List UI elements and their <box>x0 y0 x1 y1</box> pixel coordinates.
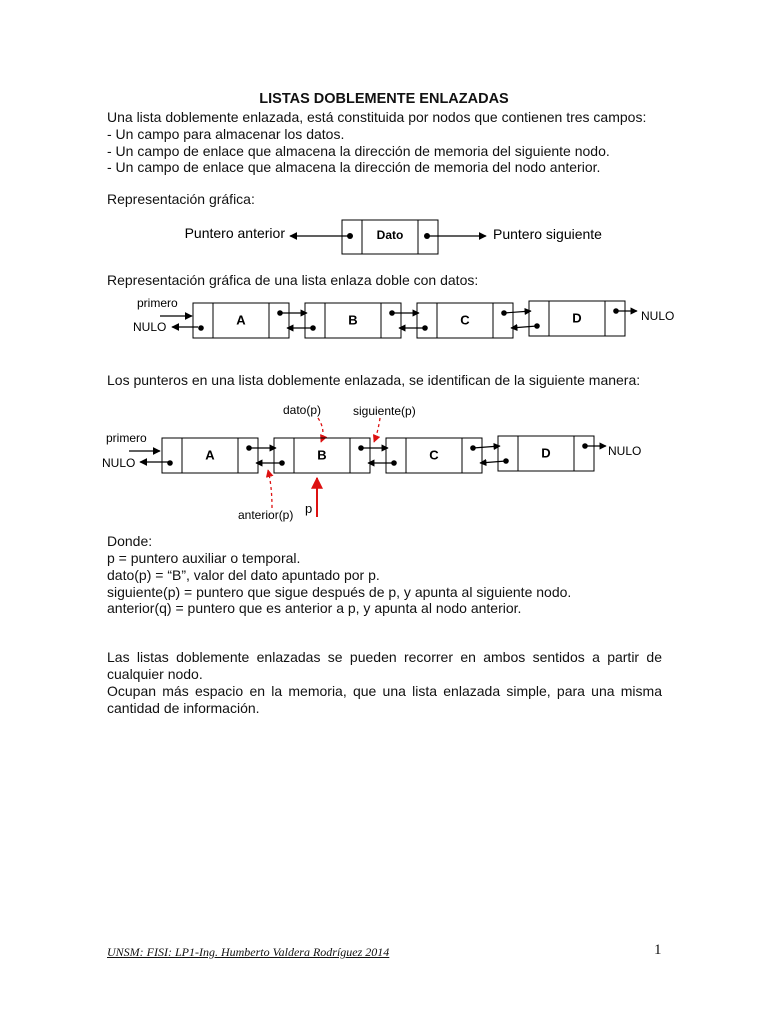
list-node <box>498 436 594 471</box>
list-node <box>529 301 625 336</box>
definition-line: dato(p) = “B”, valor del dato apuntado por p. <box>107 567 380 583</box>
paragraph: Las listas doblemente enlazadas se pueden recorrer en ambos sentidos a partir de cualquier nodo. <box>107 649 662 682</box>
list-nodes <box>193 301 637 338</box>
null-right-label: NULO <box>641 309 675 323</box>
list-node <box>274 438 370 473</box>
page-title: LISTAS DOBLEMENTE ENLAZADAS <box>259 91 509 107</box>
intro-line: Una lista doblemente enlazada, está constituida por nodos que contienen tres campos: <box>107 109 647 125</box>
node-value: D <box>572 310 582 326</box>
definition-line: anterior(q) = puntero que es anterior a p, y apunta al nodo anterior. <box>107 600 522 616</box>
node-value: C <box>429 447 439 463</box>
definition-line: siguiente(p) = puntero que sigue después de p, y apunta al siguiente nodo. <box>107 584 572 600</box>
node-value: B <box>348 312 358 328</box>
footer-text: UNSM: FISI: LP1-Ing. Humberto Valdera Rodríguez 2014 <box>107 945 390 959</box>
next-link-arrow <box>473 446 500 448</box>
first-label: primero <box>106 431 147 445</box>
paragraph: Ocupan más espacio en la memoria, que una lista enlazada simple, para una misma cantidad de información. <box>107 683 662 716</box>
list-heading: Representación gráfica de una lista enlaza doble con datos: <box>107 272 479 288</box>
null-left-label: NULO <box>102 456 136 470</box>
next-link-arrow <box>504 311 531 313</box>
previous-pointer-label: Puntero anterior <box>184 225 285 241</box>
dato-p-label: dato(p) <box>283 403 322 417</box>
list-node <box>417 303 513 338</box>
next-pointer-label: Puntero siguiente <box>493 226 602 242</box>
intro-line: - Un campo de enlace que almacena la dirección de memoria del siguiente nodo. <box>107 143 610 159</box>
intro-line: - Un campo de enlace que almacena la dirección de memoria del nodo anterior. <box>107 159 601 175</box>
p-label: p <box>305 501 313 516</box>
siguiente-p-label: siguiente(p) <box>353 404 416 418</box>
anterior-p-label: anterior(p) <box>238 508 294 522</box>
definition-line: p = puntero auxiliar o temporal. <box>107 550 301 566</box>
node-diagram <box>185 220 603 254</box>
donde-heading: Donde: <box>107 533 153 549</box>
node-value: B <box>317 447 327 463</box>
page-number: 1 <box>654 942 662 958</box>
prev-link-arrow <box>511 326 537 328</box>
pointer-heading: Los punteros en una lista doblemente enlazada, se identifican de la siguiente manera: <box>107 372 641 388</box>
null-right-label: NULO <box>608 444 642 458</box>
list-node <box>386 438 482 473</box>
first-label: primero <box>137 296 178 310</box>
list-node <box>305 303 401 338</box>
graphic-heading: Representación gráfica: <box>107 191 255 207</box>
list-nodes <box>162 436 606 473</box>
list-node <box>162 438 258 473</box>
node-value: A <box>205 447 215 463</box>
list-node <box>193 303 289 338</box>
null-left-label: NULO <box>133 320 167 334</box>
node-value: C <box>460 312 470 328</box>
node-value: A <box>236 312 246 328</box>
node-value: D <box>541 445 551 461</box>
node-data-label: Dato <box>376 228 404 242</box>
prev-link-arrow <box>480 461 506 463</box>
intro-line: - Un campo para almacenar los datos. <box>107 126 345 142</box>
